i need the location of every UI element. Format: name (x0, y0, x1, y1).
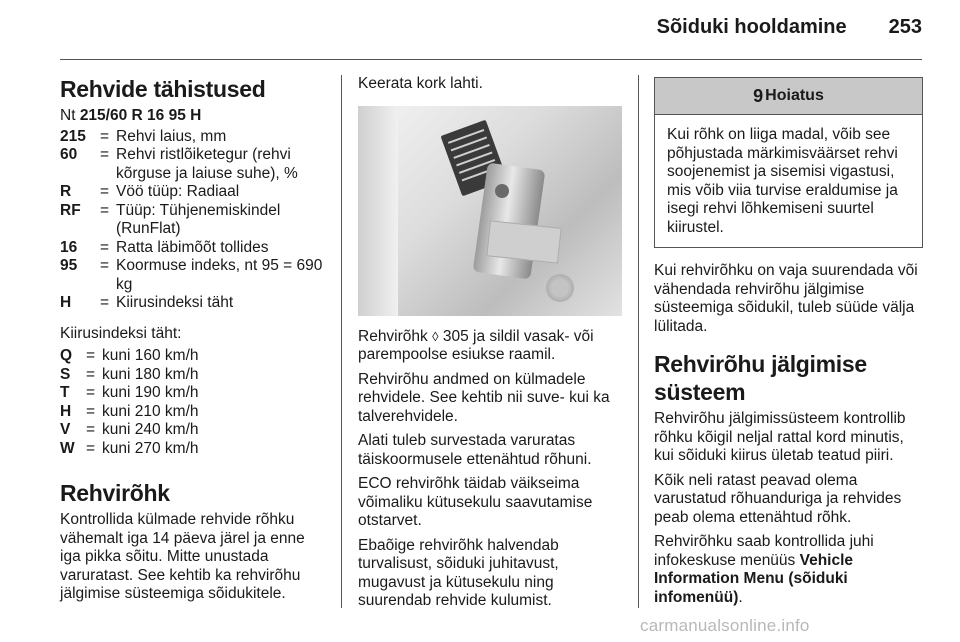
eco-pressure-paragraph: ECO rehvirõhk täidab väikseima võimaliku kütusekulu saavutamise otstarvet. (358, 475, 593, 529)
speed-key: V (60, 421, 71, 438)
speed-row (60, 384, 325, 403)
code-key: 95 (60, 257, 78, 274)
ignition-off-paragraph: Kui rehvirõhku on vaja suurendada või vähendada rehvirõhu jälgimise süsteemiga sõidukil, tuleb süüde välja lülitada. (654, 262, 918, 335)
speed-value: kuni 160 km/h (102, 347, 199, 364)
column-divider-1 (341, 75, 342, 608)
code-key: 60 (60, 146, 78, 163)
page-number: 253 (888, 16, 922, 38)
speed-row (60, 366, 325, 385)
column-right (654, 72, 922, 607)
page-header (60, 16, 922, 46)
warning-title: Hoiatus (765, 86, 824, 104)
code-value: Rehvi ristlõiketegur (rehvi kõrguse ja laiuse suhe), % (116, 146, 298, 182)
definition-row (60, 239, 325, 258)
equals-sign: = (86, 439, 96, 457)
speed-key: Q (60, 347, 73, 364)
definition-row (60, 257, 325, 294)
vehicle-information-menu-name: Vehicle Information Menu (sõiduki infomenüü) (654, 551, 854, 606)
tire-pressure-paragraph: Kontrollida külmade rehvide rõhku vähemalt iga 14 päeva järel ja enne iga pikka sõitu. Mitte unustada varuratast. See kehtib ka rehvirõhu jälgimise süsteemiga sõidukitele. (60, 511, 305, 602)
warning-header (655, 78, 922, 115)
speed-value: kuni 210 km/h (102, 402, 199, 420)
code-value: Vöö tüüp: Radiaal (116, 183, 240, 200)
definition-row (60, 183, 325, 202)
spare-wheel-paragraph: Alati tuleb survestada varuratas täiskoormusele ettenähtud rõhuni. (358, 432, 592, 468)
speed-value: kuni 270 km/h (102, 439, 199, 457)
tpms-menu-paragraph (654, 533, 922, 607)
section-heading-tpms: Rehvirõhu jälgimise süsteem (654, 351, 867, 405)
door-edge-shape (358, 106, 398, 316)
code-value: Ratta läbimõõt tollides (116, 238, 269, 256)
equals-sign: = (86, 384, 96, 401)
speed-value: kuni 240 km/h (102, 421, 199, 438)
code-key: R (60, 183, 72, 200)
example-prefix: Nt (60, 107, 76, 124)
equals-sign: = (86, 365, 96, 383)
site-watermark: carmanualsonline.info (640, 616, 810, 635)
equals-sign: = (100, 201, 110, 219)
code-key: H (60, 294, 72, 311)
door-frame-label-photo (358, 106, 622, 316)
equals-sign: = (100, 238, 110, 256)
equals-sign: = (86, 421, 96, 438)
column-left (60, 72, 325, 604)
code-value: Kiirusindeksi täht (116, 294, 234, 311)
equals-sign: = (100, 257, 110, 274)
equals-sign: = (100, 146, 110, 163)
speed-index-list (60, 347, 325, 458)
speed-index-intro: Kiirusindeksi täht: (60, 324, 182, 342)
pressure-reference-text-end: 305 ja sildil vasak- või parempoolse esiukse raamil. (358, 327, 594, 363)
pressure-reference-text: Rehvirõhk (358, 327, 433, 345)
menu-text-end: . (738, 588, 743, 606)
section-heading-tire-markings: Rehvide tähistused (60, 76, 266, 102)
speed-value: kuni 190 km/h (102, 384, 199, 401)
page-title: Sõiduki hooldamine (656, 16, 847, 38)
menu-text: Rehvirõhku saab kontrollida juhi infokeskuse menüüs (654, 533, 874, 569)
page-reference-icon: ◊ (432, 328, 439, 344)
frame-hole-shape (546, 274, 574, 302)
speed-row (60, 440, 325, 459)
pressure-reference (358, 328, 622, 365)
header-divider (60, 59, 922, 60)
warning-text: Kui rõhk on liiga madal, võib see põhjustada märkimisväärset rehvi soojenemist ja sisemisi vigastusi, mis võib viia turvise eraldumise ja isegi rehvi lõhkemiseni suurtel kiirustel. (667, 126, 898, 236)
code-key: RF (60, 201, 81, 219)
example-line (60, 107, 325, 126)
definition-row (60, 128, 325, 147)
warning-icon: 9 (753, 85, 764, 106)
code-key: 215 (60, 127, 86, 145)
definition-row (60, 146, 325, 183)
incorrect-pressure-paragraph: Ebaõige rehvirõhk halvendab turvalisust, sõiduki juhitavust, mugavust ja kütusekulu ning suurendab rehvide kulumist. (358, 536, 559, 609)
cold-tire-paragraph: Rehvirõhu andmed on külmadele rehvidele. See kehtib nii suve- kui ka talverehvidele. (358, 370, 610, 425)
equals-sign: = (100, 183, 110, 200)
column-divider-2 (638, 75, 639, 608)
code-value: Rehvi laius, mm (116, 127, 227, 145)
speed-key: S (60, 365, 71, 383)
equals-sign: = (100, 294, 110, 311)
speed-key: W (60, 439, 75, 457)
warning-box (654, 77, 923, 248)
tire-code-list (60, 128, 325, 313)
speed-row (60, 403, 325, 422)
speed-row (60, 347, 325, 366)
column-middle (358, 72, 622, 611)
tpms-sensor-paragraph: Kõik neli ratast peavad olema varustatud rõhuanduriga ja rehvides peab olema ettenähtud rõhk. (654, 471, 902, 526)
tpms-check-paragraph: Rehvirõhu jälgimissüsteem kontrollib rõhku kõigil neljal rattal kord minutis, kui sõiduki kiirus ületab teatud piiri. (654, 410, 906, 464)
code-value: Koormuse indeks, nt 95 = 690 kg (116, 257, 323, 293)
equals-sign: = (86, 402, 96, 420)
striker-plate-shape (486, 220, 561, 263)
hinge-bolt (495, 184, 509, 198)
speed-key: H (60, 402, 72, 420)
speed-row (60, 421, 325, 440)
code-value: Tüüp: Tühjenemiskindel (RunFlat) (116, 201, 281, 237)
definition-row (60, 202, 325, 239)
equals-sign: = (100, 127, 110, 145)
definition-row (60, 294, 325, 313)
unscrew-instruction: Keerata kork lahti. (358, 75, 483, 92)
speed-key: T (60, 384, 70, 401)
code-key: 16 (60, 238, 78, 256)
section-heading-tire-pressure: Rehvirõhk (60, 480, 170, 506)
equals-sign: = (86, 347, 96, 364)
speed-value: kuni 180 km/h (102, 365, 199, 383)
example-code: 215/60 R 16 95 H (79, 107, 202, 124)
